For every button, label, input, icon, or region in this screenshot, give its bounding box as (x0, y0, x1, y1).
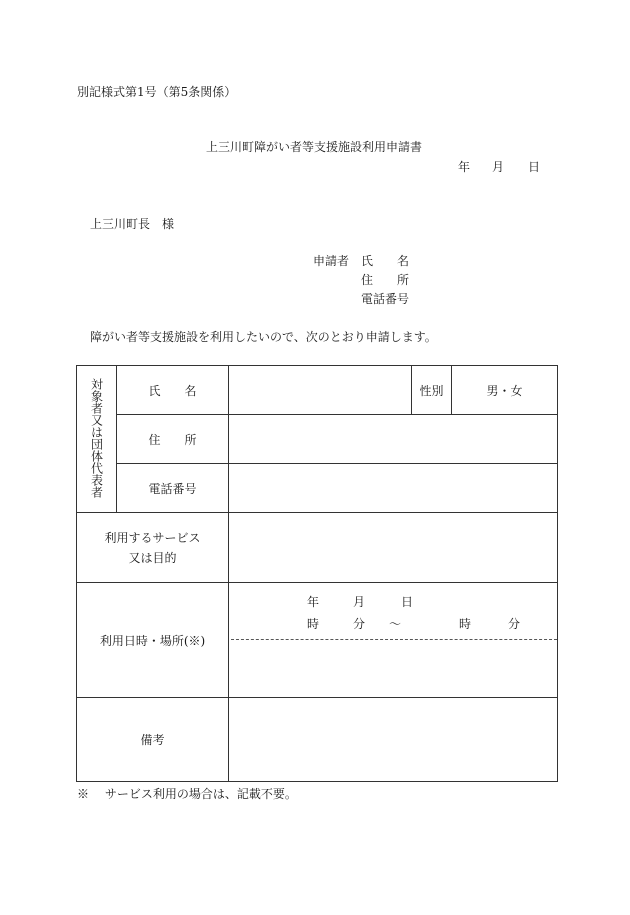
remarks-field[interactable] (229, 698, 558, 782)
table-row-address (77, 415, 558, 464)
dt-month: 月 (353, 595, 366, 609)
application-table (76, 365, 558, 782)
table-row-service (77, 513, 558, 583)
dt-hour: 時 (307, 617, 320, 631)
name-label-cell (117, 366, 229, 415)
phone-field[interactable] (229, 464, 558, 513)
addressee: 上三川町長 様 (90, 217, 175, 231)
table-row-datetime (77, 583, 558, 698)
service-label-cell (77, 513, 229, 583)
dt-minute-end: 分 (508, 617, 521, 631)
dt-minute: 分 (353, 617, 366, 631)
statement: 障がい者等支援施設を利用したいので、次のとおり申請します。 (90, 330, 437, 344)
datetime-label-cell (77, 583, 229, 698)
address-label-cell (117, 415, 229, 464)
name-label: 氏 名 (148, 383, 197, 398)
applicant-name-label: 氏 名 (361, 254, 410, 268)
gender-value: 男・女 (486, 383, 523, 398)
date-month: 月 (492, 160, 505, 174)
footnote: ※ サービス利用の場合は、記載不要。 (77, 787, 297, 801)
table-row-phone (77, 464, 558, 513)
datetime-dashed-divider (231, 639, 557, 640)
name-field[interactable] (229, 366, 412, 415)
service-label-line2: 又は目的 (128, 551, 177, 565)
gender-field[interactable] (452, 366, 558, 415)
address-label: 住 所 (148, 432, 197, 447)
dt-year: 年 (307, 595, 320, 609)
service-label-line1: 利用するサービス (104, 531, 201, 545)
applicant-phone-label: 電話番号 (361, 292, 410, 306)
phone-label: 電話番号 (148, 481, 197, 496)
dt-day: 日 (401, 595, 414, 609)
remarks-label: 備考 (140, 733, 165, 747)
applicant-address-label: 住 所 (361, 273, 410, 287)
table-row-name (77, 366, 558, 415)
form-number: 別記様式第1号（第5条関係） (77, 85, 237, 99)
service-field[interactable] (229, 513, 558, 583)
address-field[interactable] (229, 415, 558, 464)
datetime-label: 利用日時・場所(※) (99, 633, 206, 648)
date-day: 日 (528, 160, 541, 174)
group-label: 対象者又は団体代表者 (89, 377, 104, 498)
phone-label-cell (117, 464, 229, 513)
gender-label: 性別 (419, 383, 444, 398)
dt-hour-end: 時 (459, 617, 472, 631)
document-title: 上三川町障がい者等支援施設利用申請書 (206, 140, 423, 154)
date-year: 年 (458, 160, 471, 174)
dt-tilde: ～ (389, 617, 402, 631)
group-label-cell (77, 366, 117, 513)
table-row-remarks (77, 698, 558, 782)
datetime-field[interactable] (229, 583, 558, 698)
applicant-label: 申請者 (313, 254, 350, 268)
gender-label-cell (412, 366, 452, 415)
remarks-label-cell (77, 698, 229, 782)
